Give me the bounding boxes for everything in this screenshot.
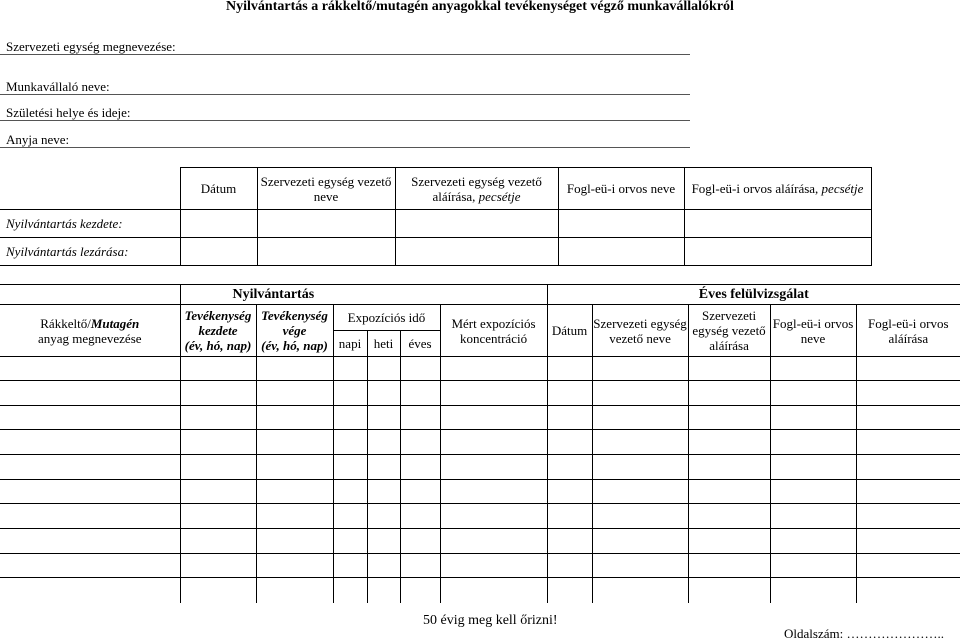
entry-cell[interactable] (547, 504, 592, 529)
field-label-employee: Munkavállaló neve: (6, 79, 110, 94)
entry-cell[interactable] (367, 529, 400, 554)
entry-row (0, 357, 960, 381)
entry-cell[interactable] (770, 455, 856, 480)
entry-cell[interactable] (770, 406, 856, 430)
entry-cell[interactable] (400, 430, 440, 455)
entry-cell[interactable] (856, 381, 960, 406)
entry-cell[interactable] (547, 578, 592, 603)
entry-cell[interactable] (592, 529, 688, 554)
entry-cell[interactable] (770, 554, 856, 578)
entry-cell[interactable] (688, 430, 770, 455)
entry-cell[interactable] (333, 578, 367, 603)
entry-cell[interactable] (256, 381, 333, 406)
cell-end-date[interactable] (180, 238, 257, 266)
field-label-unit: Szervezeti egység megnevezése: (6, 39, 176, 54)
header-date: Dátum (180, 168, 257, 210)
entry-cell[interactable] (0, 430, 180, 455)
header-review-doctor-name: Fogl-eü-i orvos neve (770, 305, 856, 357)
header-substance (0, 305, 180, 357)
header-measured-concentration: Mért expozíciós koncentráció (440, 305, 547, 357)
entry-cell[interactable] (688, 529, 770, 554)
cell-end-unit-head-name[interactable] (257, 238, 395, 266)
section-annual-review: Éves felülvizsgálat (547, 285, 960, 305)
entry-cell[interactable] (856, 357, 960, 381)
entry-cell[interactable] (256, 455, 333, 480)
registration-corner (0, 168, 180, 210)
entry-cell[interactable] (592, 578, 688, 603)
entry-cell[interactable] (440, 578, 547, 603)
entry-cell[interactable] (400, 406, 440, 430)
header-unit-head-name: Szervezeti egység vezető neve (257, 168, 395, 210)
page-number-label: Oldalszám: ………………….. (784, 626, 944, 641)
entry-cell[interactable] (770, 430, 856, 455)
entry-row (0, 455, 960, 480)
entry-cell[interactable] (0, 406, 180, 430)
entry-cell[interactable] (688, 480, 770, 504)
entry-cell[interactable] (856, 529, 960, 554)
header-unit-head-signature-text: Szervezeti egység vezető aláírása, (411, 173, 542, 204)
header-activity-start-2: kezdete (198, 323, 238, 338)
entry-cell[interactable] (180, 357, 256, 381)
header-doctor-stamp: pecsétje (821, 181, 864, 196)
entry-cell[interactable] (547, 406, 592, 430)
header-unit-head-stamp: pecsétje (478, 188, 521, 204)
row-label-end: Nyilvántartás lezárása: (0, 238, 180, 266)
entry-cell[interactable] (400, 578, 440, 603)
entry-cell[interactable] (440, 455, 547, 480)
entry-cell[interactable] (440, 430, 547, 455)
entry-cell[interactable] (256, 430, 333, 455)
corner-cell (0, 285, 180, 305)
entry-cell[interactable] (688, 554, 770, 578)
entry-cell[interactable] (770, 480, 856, 504)
entry-cell[interactable] (180, 381, 256, 406)
entry-cell[interactable] (440, 381, 547, 406)
entry-cell[interactable] (333, 406, 367, 430)
entry-cell[interactable] (770, 504, 856, 529)
entry-cell[interactable] (547, 430, 592, 455)
document-title: Nyilvántartás a rákkeltő/mutagén anyagokkal tevékenységet végző munkavállalókról (226, 0, 734, 14)
entry-cell[interactable] (367, 406, 400, 430)
header-exposure-time: Expozíciós idő (333, 305, 440, 331)
header-activity-start (180, 305, 256, 357)
entry-cell[interactable] (256, 578, 333, 603)
entry-cell[interactable] (180, 529, 256, 554)
entry-cell[interactable] (0, 554, 180, 578)
entry-cell[interactable] (0, 578, 180, 603)
entry-cell[interactable] (400, 504, 440, 529)
entry-cell[interactable] (180, 406, 256, 430)
header-review-doctor-signature: Fogl-eü-i orvos aláírása (856, 305, 960, 357)
entry-cell[interactable] (856, 480, 960, 504)
entry-cell[interactable] (770, 529, 856, 554)
entry-cell[interactable] (333, 504, 367, 529)
entry-row (0, 529, 960, 554)
entry-cell[interactable] (333, 554, 367, 578)
entry-cell[interactable] (333, 455, 367, 480)
entry-cell[interactable] (333, 381, 367, 406)
entry-cell[interactable] (592, 357, 688, 381)
entry-cell[interactable] (367, 430, 400, 455)
entry-cell[interactable] (856, 578, 960, 603)
entry-cell[interactable] (688, 455, 770, 480)
entry-cell[interactable] (688, 381, 770, 406)
header-doctor-signature-text: Fogl-eü-i orvos aláírása, (691, 181, 819, 196)
entry-cell[interactable] (856, 554, 960, 578)
entry-cell[interactable] (592, 554, 688, 578)
entry-cell[interactable] (367, 381, 400, 406)
entry-cell[interactable] (333, 480, 367, 504)
entry-cell[interactable] (547, 554, 592, 578)
header-doctor-signature (684, 168, 871, 210)
header-activity-start-3: (év, hó, nap) (184, 338, 252, 353)
entry-cell[interactable] (180, 430, 256, 455)
entry-cell[interactable] (333, 529, 367, 554)
cell-start-doctor-name[interactable] (558, 210, 684, 238)
entry-cell[interactable] (440, 504, 547, 529)
entry-cell[interactable] (180, 480, 256, 504)
entry-cell[interactable] (367, 578, 400, 603)
cell-start-date[interactable] (180, 210, 257, 238)
entry-cell[interactable] (688, 406, 770, 430)
entry-cell[interactable] (440, 554, 547, 578)
entry-cell[interactable] (592, 455, 688, 480)
entry-cell[interactable] (688, 357, 770, 381)
entry-cell[interactable] (0, 381, 180, 406)
field-line-employee[interactable] (0, 94, 690, 95)
entry-cell[interactable] (770, 381, 856, 406)
entry-cell[interactable] (547, 357, 592, 381)
entry-cell[interactable] (400, 529, 440, 554)
entry-cell[interactable] (180, 504, 256, 529)
entry-cell[interactable] (547, 529, 592, 554)
entry-cell[interactable] (256, 406, 333, 430)
header-activity-end-1: Tevékenység (261, 308, 328, 323)
cell-start-doctor-signature[interactable] (684, 210, 871, 238)
entry-cell[interactable] (440, 406, 547, 430)
cell-end-unit-head-signature[interactable] (395, 238, 558, 266)
entry-row (0, 406, 960, 430)
header-activity-end-2: vége (282, 323, 307, 338)
exposure-table (0, 284, 960, 603)
entry-row (0, 554, 960, 578)
entry-cell[interactable] (856, 455, 960, 480)
entry-cell[interactable] (400, 357, 440, 381)
header-yearly: éves (400, 331, 440, 357)
header-activity-end-3: (év, hó, nap) (261, 338, 328, 353)
entry-cell[interactable] (400, 381, 440, 406)
entry-cell[interactable] (333, 357, 367, 381)
entry-cell[interactable] (256, 554, 333, 578)
exposure-blank-rows (0, 357, 960, 603)
entry-cell[interactable] (547, 381, 592, 406)
cell-start-unit-head-signature[interactable] (395, 210, 558, 238)
entry-cell[interactable] (180, 578, 256, 603)
entry-cell[interactable] (770, 357, 856, 381)
header-weekly: heti (367, 331, 400, 357)
header-review-unit-head-signature: Szervezeti egység vezető aláírása (688, 305, 770, 357)
entry-row (0, 578, 960, 603)
entry-cell[interactable] (0, 357, 180, 381)
entry-row (0, 381, 960, 406)
entry-cell[interactable] (367, 357, 400, 381)
section-registration: Nyilvántartás (180, 285, 547, 305)
entry-cell[interactable] (592, 430, 688, 455)
row-label-start: Nyilvántartás kezdete: (0, 210, 180, 238)
entry-cell[interactable] (333, 430, 367, 455)
header-review-date: Dátum (547, 305, 592, 357)
entry-cell[interactable] (256, 480, 333, 504)
entry-cell[interactable] (547, 480, 592, 504)
entry-cell[interactable] (770, 578, 856, 603)
header-activity-end (256, 305, 333, 357)
header-substance-rest: anyag megnevezése (37, 330, 142, 346)
entry-cell[interactable] (592, 406, 688, 430)
field-line-unit[interactable] (0, 54, 690, 55)
entry-cell[interactable] (0, 480, 180, 504)
entry-cell[interactable] (367, 554, 400, 578)
entry-cell[interactable] (547, 455, 592, 480)
entry-cell[interactable] (256, 357, 333, 381)
entry-cell[interactable] (256, 529, 333, 554)
header-substance-plain: Rákkeltő/ (40, 315, 91, 331)
entry-cell[interactable] (440, 480, 547, 504)
field-label-birth: Születési helye és ideje: (6, 105, 131, 120)
field-label-mother: Anyja neve: (6, 132, 70, 147)
cell-start-unit-head-name[interactable] (257, 210, 395, 238)
entry-cell[interactable] (856, 406, 960, 430)
field-line-birth[interactable] (0, 120, 690, 121)
header-daily: napi (333, 331, 367, 357)
entry-cell[interactable] (0, 529, 180, 554)
entry-row (0, 430, 960, 455)
entry-cell[interactable] (400, 554, 440, 578)
header-unit-head-signature (395, 168, 558, 210)
entry-cell[interactable] (0, 455, 180, 480)
entry-cell[interactable] (367, 504, 400, 529)
entry-cell[interactable] (367, 480, 400, 504)
header-activity-start-1: Tevékenység (184, 308, 252, 323)
header-substance-bold: Mutagén (90, 315, 140, 331)
entry-cell[interactable] (856, 504, 960, 529)
entry-cell[interactable] (592, 504, 688, 529)
entry-cell[interactable] (367, 455, 400, 480)
header-doctor-name: Fogl-eü-i orvos neve (558, 168, 684, 210)
entry-cell[interactable] (440, 357, 547, 381)
entry-cell[interactable] (592, 381, 688, 406)
entry-row (0, 504, 960, 529)
registration-table (0, 167, 872, 266)
retention-note: 50 évig meg kell őrizni! (423, 613, 558, 628)
entry-cell[interactable] (180, 554, 256, 578)
entry-cell[interactable] (688, 578, 770, 603)
cell-end-doctor-name[interactable] (558, 238, 684, 266)
entry-cell[interactable] (400, 480, 440, 504)
entry-cell[interactable] (180, 455, 256, 480)
entry-cell[interactable] (856, 430, 960, 455)
field-line-mother[interactable] (0, 147, 690, 148)
header-review-unit-head-name: Szervezeti egység vezető neve (592, 305, 688, 357)
entry-row (0, 480, 960, 504)
entry-cell[interactable] (256, 504, 333, 529)
entry-cell[interactable] (440, 529, 547, 554)
entry-cell[interactable] (0, 504, 180, 529)
entry-cell[interactable] (592, 480, 688, 504)
entry-cell[interactable] (688, 504, 770, 529)
entry-cell[interactable] (400, 455, 440, 480)
cell-end-doctor-signature[interactable] (684, 238, 871, 266)
